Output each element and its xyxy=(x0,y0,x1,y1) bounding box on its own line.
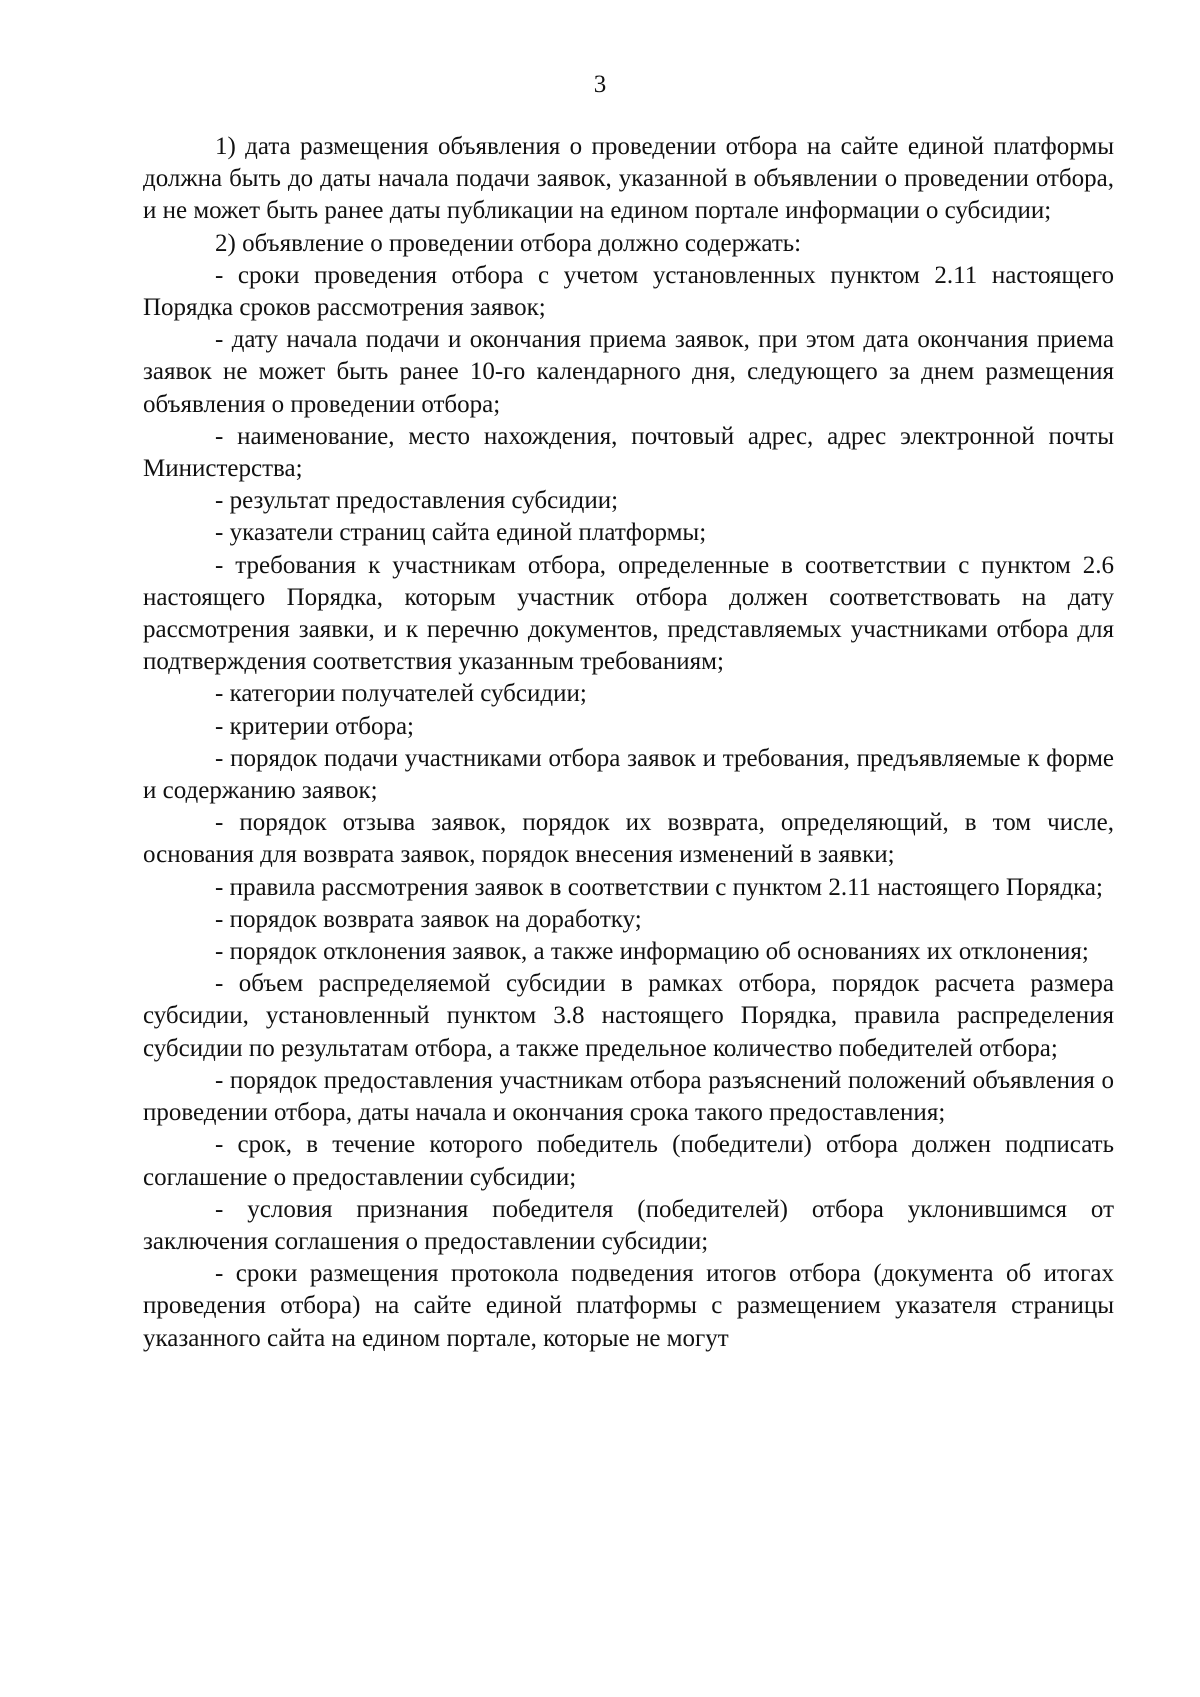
list-item: - требования к участникам отбора, определенные в соответствии с пунктом 2.6 настоящего Порядка, которым участник отбора должен соответствовать на дату рассмотрения заявки, и к перечню документов, представляемых участниками отбора для подтверждения соответствия указанным требованиям; xyxy=(143,551,1114,676)
paragraph: 1) дата размещения объявления о проведении отбора на сайте единой платформы должна быть до даты начала подачи заявок, указанной в объявлении о проведении отбора, и не может быть ранее даты публикации на едином портале информации о субсидии; xyxy=(143,133,1114,225)
list-item: - условия признания победителя (победителей) отбора уклонившимся от заключения соглашения о предоставлении субсидии; xyxy=(143,1195,1114,1255)
list-item: - порядок предоставления участникам отбора разъяснений положений объявления о проведении отбора, даты начала и окончания срока такого предоставления; xyxy=(143,1066,1114,1127)
list-item: - объем распределяемой субсидии в рамках отбора, порядок расчета размера субсидии, установленный пунктом 3.8 настоящего Порядка, правила распределения субсидии по результатам отбора, а также предельное количество победителей отбора; xyxy=(143,970,1114,1062)
list-item: - порядок отзыва заявок, порядок их возврата, определяющий, в том числе, основания для возврата заявок, порядок внесения изменений в заявки; xyxy=(143,809,1114,869)
page-number: 3 xyxy=(593,71,607,98)
list-item: - порядок отклонения заявок, а также информацию об основаниях их отклонения; xyxy=(215,938,1089,966)
list-item: - сроки размещения протокола подведения итогов отбора (документа об итогах проведения отбора) на сайте единой платформы с размещением указателя страницы указанного сайта на едином портале, которые не могут xyxy=(143,1260,1114,1352)
list-item: - критерии отбора; xyxy=(215,712,414,740)
list-item: - категории получателей субсидии; xyxy=(215,680,587,708)
list-item: - срок, в течение которого победитель (победители) отбора должен подписать соглашение о предоставлении субсидии; xyxy=(143,1131,1114,1191)
list-item: - дату начала подачи и окончания приема заявок, при этом дата окончания приема заявок не может быть ранее 10-го календарного дня, следующего за днем размещения объявления о проведении отбора; xyxy=(143,326,1114,418)
list-item: - порядок возврата заявок на доработку; xyxy=(215,905,642,933)
list-item: - правила рассмотрения заявок в соответствии с пунктом 2.11 настоящего Порядка; xyxy=(215,873,1103,901)
list-item: - сроки проведения отбора с учетом установленных пунктом 2.11 настоящего Порядка сроков рассмотрения заявок; xyxy=(143,261,1114,322)
list-item: - наименование, место нахождения, почтовый адрес, адрес электронной почты Министерства; xyxy=(143,422,1114,483)
list-item: - результат предоставления субсидии; xyxy=(215,487,619,515)
list-item: - порядок подачи участниками отбора заявок и требования, предъявляемые к форме и содержанию заявок; xyxy=(143,744,1114,805)
document-body xyxy=(143,131,1114,1355)
paragraph: 2) объявление о проведении отбора должно содержать: xyxy=(215,229,802,257)
list-item: - указатели страниц сайта единой платформы; xyxy=(215,519,707,547)
